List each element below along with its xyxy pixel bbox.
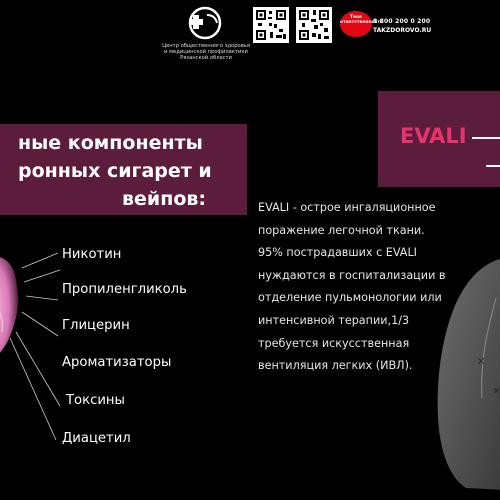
- description-line: отделение пульмонологии или: [258, 291, 442, 305]
- organization-name: Центр общественного здоровья и медицинской профилактики Рязанской области: [162, 43, 250, 61]
- description-line: поражение легочной ткани.: [258, 223, 425, 237]
- component-item: Диацетил: [62, 431, 131, 446]
- qr-code: [253, 7, 289, 43]
- evali-title: EVALI: [400, 124, 467, 148]
- title-dash: [486, 165, 500, 167]
- component-item: Ароматизаторы: [62, 355, 172, 370]
- description-line: нуждаются в госпитализации в: [258, 268, 446, 282]
- qr-code: [296, 7, 332, 43]
- component-item: Глицерин: [62, 318, 130, 333]
- grey-lung-illustration: [436, 238, 500, 490]
- hotline-phone: 8 800 200 0 200: [373, 18, 431, 25]
- website-link[interactable]: TAKZDOROVO.RU: [373, 27, 432, 34]
- description-line: вентиляция легких (ИВЛ).: [258, 359, 413, 373]
- description-line: 95% пострадавших с EVALI: [258, 246, 417, 260]
- organization-logo: [183, 5, 227, 41]
- pointer-lines: [0, 220, 70, 470]
- description-line: интенсивной терапии,1/3: [258, 313, 410, 327]
- component-item: Никотин: [62, 247, 122, 262]
- component-item: Токсины: [66, 393, 125, 408]
- description-line: требуется искусственная: [258, 336, 410, 350]
- title-dash: [472, 137, 500, 139]
- component-item: Пропиленгликоль: [62, 282, 187, 297]
- description-line: EVALI - острое ингаляционное: [258, 201, 436, 214]
- section-title-line: вейпов:: [122, 188, 207, 210]
- section-title-line: ные компоненты: [18, 132, 203, 154]
- hotline-badge: Твоя ответственность: [340, 11, 372, 37]
- section-title-line: ронных сигарет и: [18, 160, 212, 182]
